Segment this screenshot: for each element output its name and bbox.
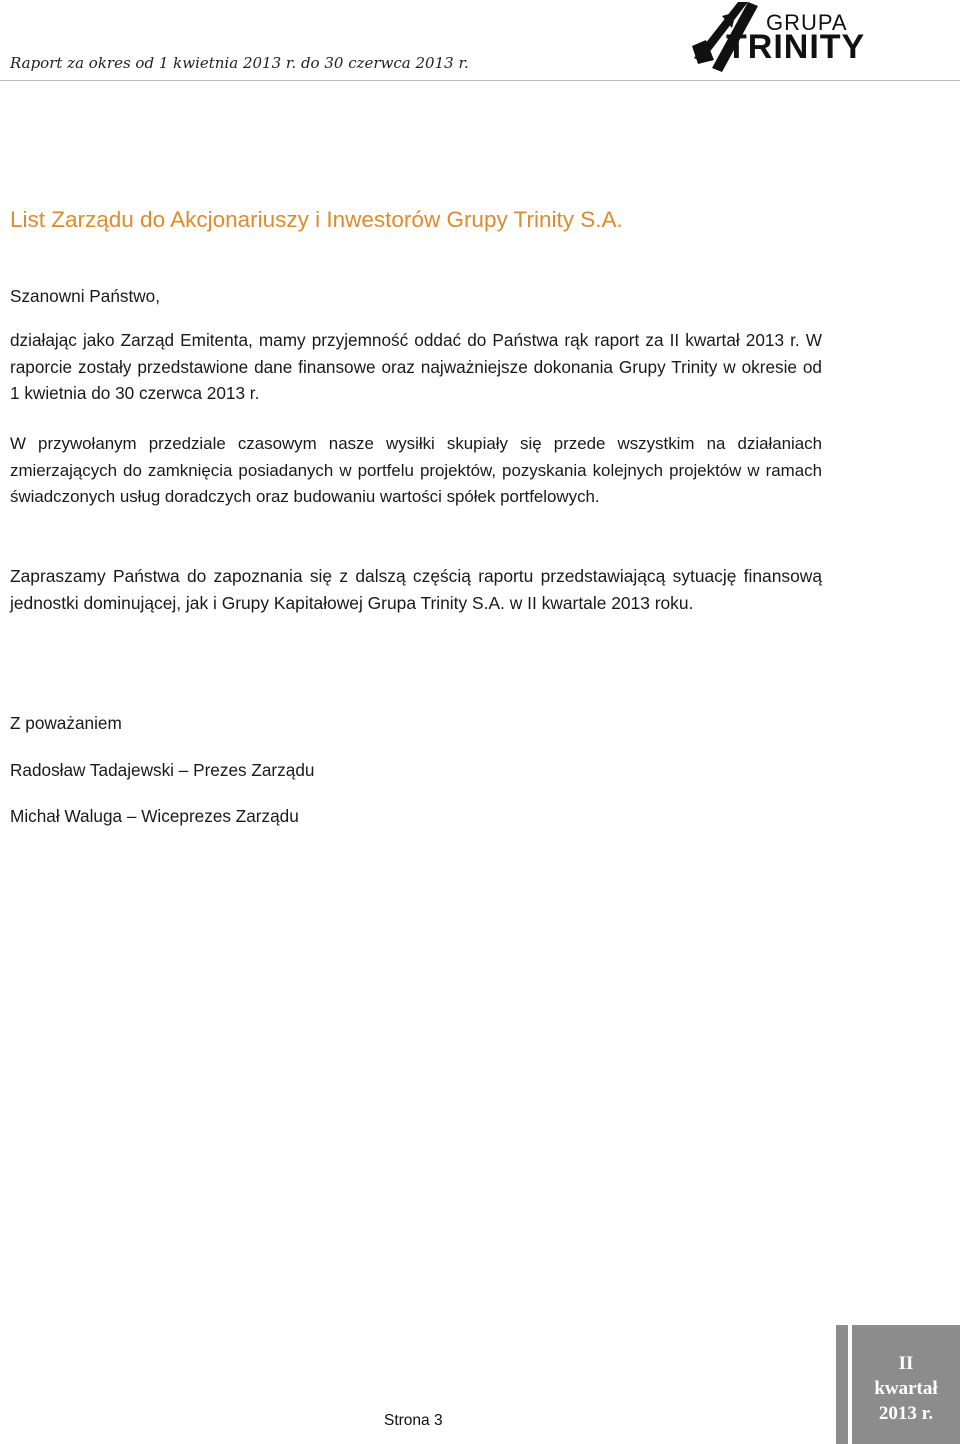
- quarter-badge-line-1: II: [898, 1353, 914, 1374]
- header-divider: [0, 80, 960, 81]
- quarter-badge: [852, 1325, 960, 1444]
- letter-title: List Zarządu do Akcjonariuszy i Inwestorów Grupy Trinity S.A.: [10, 207, 623, 232]
- grupa-trinity-logo: [692, 2, 866, 74]
- letter-paragraph-3: Zapraszamy Państwa do zapoznania się z dalszą częścią raportu przedstawiającą sytuację finansową jednostki dominującej, jak i Grupy Kapitałowej Grupa Trinity S.A. w II kwartale 2013 roku.: [10, 566, 822, 613]
- quarter-badge-line-2: kwartał: [874, 1378, 938, 1399]
- letter-closing: Z poważaniem: [10, 713, 122, 733]
- signature-vice-president: Michał Waluga – Wiceprezes Zarządu: [10, 806, 299, 826]
- page-number: Strona 3: [384, 1412, 443, 1429]
- letter-salutation: Szanowni Państwo,: [10, 286, 160, 306]
- signature-president: Radosław Tadajewski – Prezes Zarządu: [10, 760, 315, 780]
- logo-word-grupa: GRUPA: [766, 10, 848, 35]
- quarter-badge-line-3: 2013 r.: [878, 1403, 934, 1424]
- letter-paragraph-2: W przywołanym przedziale czasowym nasze wysiłki skupiały się przede wszystkim na działaniach zmierzających do zamknięcia posiadanych w portfelu projektów, pozyskania kolejnych projektów w ramach świadczonych usług doradczych oraz budowaniu wartości spółek portfelowych.: [10, 434, 822, 506]
- logo-word-trinity: TRINITY: [726, 28, 866, 66]
- letter-paragraph-1: działając jako Zarząd Emitenta, mamy przyjemność oddać do Państwa rąk raport za II kwartał 2013 r. W raporcie zostały przedstawione dane finansowe oraz najważniejsze dokonania Grupy Trinity w okresie od 1 kwietnia do 30 czerwca 2013 r.: [10, 330, 822, 403]
- footer-accent-bar: [836, 1325, 848, 1444]
- report-period-header: Raport za okres od 1 kwietnia 2013 r. do 30 czerwca 2013 r.: [10, 54, 469, 72]
